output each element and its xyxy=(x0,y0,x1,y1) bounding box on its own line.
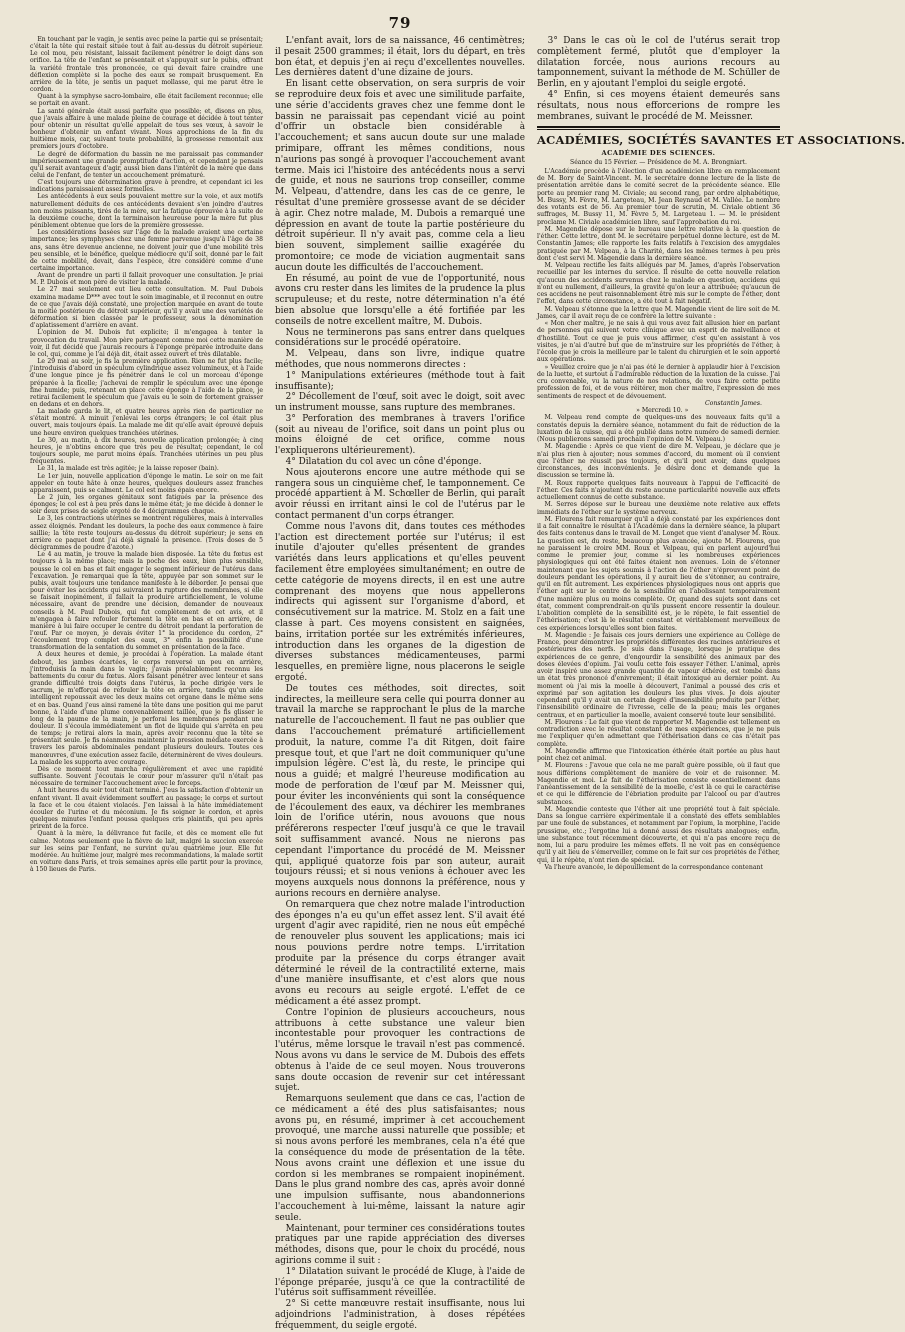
paragraph: Va l'heure avancée, le dépouillement de la correspondance contenant xyxy=(544,863,763,871)
paragraph: M. Flourens fait remarquer qu'il a déjà constaté par les expériences dont il a fait connaître le résultat à l'Académie dans la dernière séance, la plupart des faits contenus dans le travail de M. Longet que vient d'analyser M. Roux. La question est, du reste, beaucoup plus avancée, ajoute M. Flourens, que ne paraissent le croire MM. Roux et Velpeau, qui en parlent aujourd'hui comme le premier jour, comme si les nombreuses expériences physiologiques qui ont été faites étaient non avenues. Loin de s'étonner maintenant que les sujets soumis à l'action de l'éther n'éprouvent point de douleurs pendant les opérations, il y aurait lieu de s'étonner, au contraire, qu'il en fût autrement. Les expériences physiologiques nous ont appris que l'éther agit sur le centre de la sensibilité en l'abolissant temporairement d'une manière plus ou moins complète. Or, quand des sujets sont dans cet état, comment comprendrait-on qu'ils pussent encore ressentir la douleur. L'abolition complète de la sensibilité est, je le répète, le fait essentiel de l'éthérisation; c'est là le résultat constant et véritablement merveilleux de ces expériences lorsqu'elles sont bien faites. xyxy=(537,515,780,632)
paragraph: Remarquons seulement que dans ce cas, l'action de ce médicament a été des plus satisfaisantes; nous avons pu, en résumé, imprimer à cet accouchement provoqué, une marche aussi naturelle que possible; et si nous avons perforé les membranes, cela n'a été que la conséquence du mode de présentation de la tête. Nous avons craint une déflexion et une issue du cordon si les membranes se rompaient inopinément. Dans le plus grand nombre des cas, après avoir donné une impulsion suffisante, nous abandonnerions l'accouchement à lui-même, laissant la nature agir seule. xyxy=(275,1094,525,1223)
paragraph: C'est toujours une détermination grave à prendre, et cependant ici les indications paraissaient assez formelles. xyxy=(30,179,263,194)
paragraph: Quant à la mère, la délivrance fut facile, et dès ce moment elle fut calme. Notons seulement que la fièvre de lait, malgré la succion exercée sur les seins par l'enfant, ne survint qu'au quatrième jour. Elle fut modérée. Au huitième jour, malgré mes recommandations, la malade sortit en voiture dans Paris, et trois semaines après elle partit pour la province, à 150 lieues de Paris. xyxy=(30,830,263,874)
section-title: ACADÉMIES, SOCIÉTÉS SAVANTES ET ASSOCIATIONS. xyxy=(537,133,905,148)
paragraph: Nous ne terminerons pas sans entrer dans quelques considérations sur le procédé opératoire. xyxy=(275,327,525,349)
paragraph: 3° Perforation des membranes à travers l'orifice (soit au niveau de l'orifice, soit dans un point plus ou moins éloigné de cet orifice, comme nous l'expliquerons ultérieurement). xyxy=(275,413,525,457)
paragraph: A huit heures du soir tout était terminé. J'eus la satisfaction d'obtenir un enfant vivant. Il avait évidemment souffert au passage; le corps et surtout la face et le cou étaient violacés. J'en laissai à la hâte immédiatement écouler de l'urine et du méconium. Je fis soigner le cordon, et après quelques minutes l'enfant poussa quelques cris plaintifs, qui peu après prirent de la force. xyxy=(30,787,263,831)
paragraph: « Mon cher maître, je ne sais à qui vous avez fait allusion hier en parlant de personnes qui suivent votre clinique avec un esprit de malveillance et d'hostilité. Tout ce que je puis vous affirmer, c'est qu'en assistant à vos visites, je n'ai d'autre but que de m'instruire sur les propriétés de l'éther, à l'école que je crois la meilleure par le talent du chirurgien et le soin apporté aux opérations. xyxy=(537,320,780,364)
paragraph: 2° Décollement de l'œuf, soit avec le doigt, soit avec un instrument mousse, sans rupture des membranes. xyxy=(275,392,525,414)
paragraph: De toutes ces méthodes, soit directes, soit indirectes, la meilleure sera celle qui pourra donner au travail la marche se rapprochant le plus de la marche naturelle de l'accouchement. Il faut ne pas oublier que dans l'accouchement prématuré artificiellement produit, la nature, comme l'a dit Ritgen, doit faire presque tout, et que l'art ne doit communiquer qu'une impulsion légère. C'est là, du reste, le principe qui nous a guidé; et malgré l'heureuse modification au mode de perforation de l'œuf par M. Meissner qui, pour éviter les inconvénients qui sont la conséquence de l'écoulement des eaux, va déchirer les membranes loin de l'orifice utérin, nous avouons que nous préférerons respecter l'œuf jusqu'à ce que le travail soit suffisamment avancé. Nous ne nierons pas cependant l'importance du procédé de M. Meissner qui, appliqué quatorze fois par son auteur, aurait toujours réussi; et si nous venions à échouer avec les moyens auxquels nous donnons la préférence, nous y aurions recours en dernière analyse. xyxy=(275,683,525,899)
paragraph: Contre l'opinion de plusieurs accoucheurs, nous attribuons à cette substance une valeur bien incontestable pour provoquer les contractions de l'utérus, même lorsque le travail n'est pas commencé. Nous avons vu dans le service de M. Dubois des effets obtenus à l'aide de ce seul moyen. Nous trouverons sans doute occasion de revenir sur cet intéressant sujet. xyxy=(275,1007,525,1094)
column-left xyxy=(30,36,263,1127)
paragraph: M. Velpeau rectifie les faits allégués par M. James, d'après l'observation recueillie par les internes du service. Il résulte de cette nouvelle relation qu'aucun des accidents survenus chez le malade en question, accidens qui n'ont eu nullement, d'ailleurs, la gravité qu'on leur a attribuée; qu'aucun de ces accidens ne peut raisonnablement être mis sur le compte de l'éther, dont l'effet, dans cette circonstance, a été tout à fait négatif. xyxy=(537,262,780,306)
paragraph: 1° Dilatation suivant le procédé de Kluge, à l'aide de l'éponge préparée, jusqu'à ce que la contractilité de l'utérus soit suffisamment réveillée. xyxy=(275,1266,525,1299)
paragraph: Le 30, au matin, à dix heures, nouvelle application prolongée; à cinq heures, je n'obtins encore que très peu de résultat; cependant, le col toujours souple, me parut moins épais. Tranchées utérines un peu plus fréquentes. xyxy=(30,436,263,466)
paragraph: Le 4 au matin, je trouve la malade bien disposée. La tête du fœtus est toujours à la même place; mais la poche des eaux, bien plus sensible, pousse le col en bas et fait engager le segment inférieur de l'utérus dans l'excavation. Je remarquai que la tête, appuyée par son sommet sur le pubis, avait toujours une tendance manifeste à le déborder. Je pensai que pour éviter les accidents qui suivraient la rupture des membranes, si elle se faisait inopinément, il fallait la produire artificiellement, le volume nécessaire, avant de prendre une décision, demander de nouveaux conseils à M. Paul Dubois, qui fut complètement de cet avis, et il m'engagea à faire refouler fortement la tête en bas et en arrière, de manière à lui faire occuper le centre du détroit pendant la perforation de l'œuf. Par ce moyen, je devais éviter 1° la procidence du cordon, 2° l'écoulement trop complet des eaux, 3° enfin la possibilité d'une transformation de la sentation du sommet en présentation de la face. xyxy=(30,551,263,652)
paragraph: Dès ce moment tout marcha régulièrement et avec une rapidité suffisante. Souvent j'écoutais le cœur pour m'assurer qu'il n'était pas nécessaire de terminer l'accouchement avec le forceps. xyxy=(30,765,263,788)
paragraph: M. Roux rapporte quelques faits nouveaux à l'appui de l'efficacité de l'éther. Ces faits n'ajoutent du reste aucune particularité nouvelle aux effets actuellement connus de cette substance. xyxy=(537,479,780,502)
paragraph: L'opinion de M. Dubois fut explicite; il m'engagea à tenter la provocation du travail. Mon père partageant comme moi cette manière de voir, il fut décidé que j'aurais recours à l'éponge préparée introduite dans le col, qui, comme je l'ai déjà dit, était assez ouvert et très dilatable. xyxy=(30,329,263,358)
paragraph: M. Velpeau rend compte de quelques-uns des nouveaux faits qu'il a constatés depuis la dernière séance, notamment du fait de réduction de la luxation de la cuisse, qui a été publié dans notre numéro de samedi dernier. (Nous publierons samedi prochain l'opinion de M. Velpeau.) xyxy=(537,414,780,444)
column-right xyxy=(537,36,905,1127)
paragraph: A deux heures et demie, je procédai à l'opération. La malade étant debout, les jambes écartées, le corps renversé un peu en arrière, j'introduisis la main dans le vagin; j'avais préalablement reconnu les battements du cœur du fœtus. Alors faisant pénétrer avec lenteur et sans grande difficulté trois doigts dans l'utérus, la poche dirigée vers le sacrum, je m'efforçai de refouler la tête en arrière, tandis qu'un aide intelligent repoussait avec les deux mains cet organe dans le même sens et en bas. Quand j'eus ainsi ramené la tête dans une position qui me parut bonne, à l'aide d'une plume convenablement taillée, que je fis glisser le long de la paume de la main, je perforai les membranes pendant une douleur. Il s'écoula immédiatement un flot de liquide qui s'arrêta en peu de temps; je retirai alors la main, après avoir reconnu que la tête se présentait seule. Je fis néanmoins maintenir la pression médiate exercée à travers les parois abdominales pendant plusieurs douleurs. Toutes ces manœuvres, d'une exécution assez facile, déterminèrent de vives douleurs. La malade les supporta avec courage. xyxy=(30,651,263,766)
paragraph: 3° Dans le cas où le col de l'utérus serait trop complètement fermé, plutôt que d'employer la dilatation forcée, nous aurions recours au tamponnement, suivant la méthode de M. Schüller de Berlin, en y ajoutant l'emploi du seigle ergoté. xyxy=(537,36,780,90)
paragraph: Les antécédents à eux seuls pouvaient mettre sur la voie, et aux motifs naturellement déduits de ces antécédents devaient s'en joindre d'autres non moins puissants, tirés de la mère, sur la fatigue éprouvée à la suite de la deuxième couche, dont la terminaison heureuse pour la mère fut plus péniblement obtenue que lors de la première grossesse. xyxy=(30,193,263,230)
paragraph: Le 3, les contractions utérines se montrent régulières, mais à intervalles assez éloignés. Pendant les douleurs, la poche des eaux commence à faire saillie; la tête reste toujours au-dessus du détroit supérieur; je sens en arrière ce paquet dont j'ai déjà signalé la présence. (Trois doses de 5 décigrammes de poudre d'azote.) xyxy=(30,515,263,552)
paragraph: L'enfant avait, lors de sa naissance, 46 centimètres; il pesait 2500 grammes; il était, lors du départ, en très bon état, et depuis j'en ai reçu d'excellentes nouvelles. Les dernières datent d'une dizaine de jours. xyxy=(275,36,525,79)
paragraph: M. Velpeau, dans son livre, indique quatre méthodes, que nous nommerons directes : xyxy=(275,349,525,370)
column-middle xyxy=(275,36,525,1331)
paragraph: On remarquera que chez notre malade l'introduction des éponges n'a eu qu'un effet assez lent. S'il avait été urgent d'agir avec rapidité, rien ne nous eût empêché de renouveler plus souvent les applications; mais ici nous pouvions perdre notre temps. L'irritation produite par la présence du corps étranger avait déterminé le réveil de la contractilité externe, mais d'une manière insuffisante, et c'est alors que nous avons eu recours au seigle ergoté. L'effet de ce médicament a été assez prompt. xyxy=(275,899,525,1007)
paragraph: La santé générale était aussi parfaite que possible; et, disons en plus, que j'avais affaire à une malade pleine de courage et décidée à tout tenter pour obtenir un résultat qu'elle appelait de tous ses vœux, à savoir le bonheur d'obtenir un enfant vivant. Nous approchions de la fin du huitième mois, car, suivant toute probabilité, la grossesse remontait aux premiers jours d'octobre. xyxy=(30,107,263,151)
paragraph: Le degré de déformation du bassin ne me paraissait pas commander impérieusement une grande promptitude d'action, et cependant je pensais qu'il serait avantageux d'agir, aussi bien dans l'intérêt de la mère que dans celui de l'enfant, de tenter un accouchement prématuré. xyxy=(30,150,263,179)
academy-report xyxy=(537,168,780,871)
paragraph: En touchant par le vagin, je sentis avec peine la partie qui se présentait; c'était la tête qui restait située tout à fait au-dessus du détroit supérieur. Le col mou, peu résistant, laissait facilement pénétrer le doigt dans son orifice. La tête de l'enfant se présentait et s'appuyait sur le pubis, offrant la variété frontale très prononcée, ce qui devait faire craindre une déflexion complète si la poche des eaux se rompait brusquement. En arrière de la tête, je sentis un paquet mollasse, qui me parut être le cordon. xyxy=(30,36,263,94)
paragraph: Quant à la symphyse sacro-lombaire, elle était facilement reconnue; elle se portait en avant. xyxy=(30,93,263,108)
paragraph: Le 1er juin, nouvelle application d'éponge le matin. Le soir on me fait appeler en toute hâte à onze heures, quelques douleurs assez franches apparaissent, puis se calment. Le col est moins épais encore. xyxy=(30,472,263,494)
session-line: Séance du 15 Février. — Présidence de M. A. Brongniart. xyxy=(570,158,747,166)
paragraph: Comme nous l'avons dit, dans toutes ces méthodes l'action est directement portée sur l'utérus; il est inutile d'ajouter qu'elles présentent de grandes variétés dans leurs applications et qu'elles peuvent facilement être employées simultanément; en outre de cette catégorie de moyens directs, il en est une autre comprenant des moyens que nous appellerons indirects qui agissent sur l'organisme d'abord, et consécutivement sur la matrice. M. Stolz en a fait une classe à part. Ces moyens consistent en saignées, bains, irritation portée sur les extrémités inférieures, introduction dans les organes de la digestion de diverses substances médicamenteuses, parmi lesquelles, en première ligne, nous placerons le seigle ergoté. xyxy=(275,521,525,684)
paragraph: » Mercredi 10. » xyxy=(636,407,689,415)
paragraph: 4° Dilatation du col avec un cône d'éponge. xyxy=(285,457,482,468)
paragraph: M. Flourens : Le fait que vient de rapporter M. Magendie est tellement en contradiction avec le résultat constant de mes expériences, que je ne puis me l'expliquer qu'en admettant que l'éthérisation dans ce cas n'était pas complète. xyxy=(537,718,780,748)
paragraph: Nous ajouterons encore une autre méthode qui se rangera sous un cinquième chef, le tamponnement. Ce procédé appartient à M. Schœller de Berlin, qui paraît avoir réussi en irritant ainsi le col de l'utérus par le contact permanent d'un corps étranger. xyxy=(275,467,525,522)
paragraph: 1° Manipulations extérieures (méthode tout à fait insuffisante); xyxy=(275,370,525,392)
paragraph: M. Flourens : J'avoue que cela ne me paraît guère possible, où il faut que nous différions complètement de manière de voir et de raisonner. M. Magendie et moi. Le fait de l'éthérisation consiste essentiellement dans l'anéantissement de la sensibilité de la moelle, c'est là ce qui le caractérise et ce qui le différencie de l'ébriation produite par l'alcool ou par d'autres substances. xyxy=(537,762,780,806)
paragraph: En lisant cette observation, on sera surpris de voir se reproduire deux fois et avec une similitude parfaite, une série d'accidents graves chez une femme dont le bassin ne paraissait pas cependant vicié au point d'offrir un obstacle bien considérable à l'accouchement; et sans aucun doute sur une malade primipare, offrant les mêmes conditions, nous n'aurions pas songé à provoquer l'accouchement avant terme. Mais ici l'histoire des antécédents nous a servi de guide, et nous ne saurions trop conseiller, comme M. Velpeau, d'attendre, dans les cas de ce genre, le résultat d'une première grossesse avant de se décider à agir. Chez notre malade, M. Dubois a remarqué une dépression en avant de toute la partie postérieure du détroit supérieur. Il n'y avait pas, comme cela a lieu bien souvent, simplement saillie exagérée du promontoire; ce mode de viciation augmentait sans aucun doute les difficultés de l'accouchement. xyxy=(275,79,525,273)
paragraph: En résumé, au point de vue de l'opportunité, nous avons cru rester dans les limites de la prudence la plus scrupuleuse; et du reste, notre détermination n'a été bien absolue que lorsqu'elle a été fortifiée par les conseils de notre excellent maître, M. Dubois. xyxy=(275,273,525,327)
paragraph: La malade garda le lit, et quatre heures après rien de particulier ne s'était montré. A minuit j'enlevai les corps étrangers; le col était plus ouvert, mais toujours épais. La malade me dit qu'elle avait éprouvé depuis une heure environ quelques tranchées utérines. xyxy=(30,408,263,437)
paragraph: Le 29 mai au soir, je fis la première application. Rien ne fut plus facile; j'introduisis d'abord un spéculum cylindrique assez volumineux, et à l'aide d'une longue pince je fis pénétrer dans le col un morceau d'éponge préparée à la ficelle; j'achevai de remplir le spéculum avec une éponge fine humide; puis, retenant en place cette éponge à l'aide de la pince, je retirai facilement le spéculum que j'avais eu le soin de fortement graisser en dedans et en dehors. xyxy=(30,358,263,408)
paragraph: M. Magendie dépose sur le bureau une lettre relative à la question de l'éther. Cette lettre, dont M. le secrétaire perpétuel donne lecture, est de M. Constantin James; elle rapporte les faits relatifs à l'excision des amygdales pratiquée par M. Velpeau, à la Charité, dans les mêmes termes à peu près dont c'est servi M. Magendie dans la dernière séance. xyxy=(537,225,780,262)
page-number: 79 xyxy=(388,14,412,32)
section-rule-top xyxy=(537,126,780,128)
paragraph: L'Académie procède à l'élection d'un académicien libre en remplacement de M. Bory de Saint-Vincent. M. le secrétaire donne lecture de la liste de présentation arrêtée dans le comité secret de la précédente séance. Elle porte au premier rang M. Civiale; au second rang, par ordre alphabétique, M. Bussy, M. Fèvre, M. Largeteau, M. Jean Reynaud et M. Vallée. Le nombre des votants est de 56. Au premier tour de scrutin, M. Civiale obtient 36 suffrages, M. Bussy 11, M. Fèvre 5, M. Largeteau 1. — M. le président proclame M. Civiale académicien libre, sauf l'approbation du roi. xyxy=(537,167,780,226)
paragraph: 2° Si cette manœuvre restait insuffisante, nous lui adjoindrions l'administration, à doses répétées fréquemment, du seigle ergoté. xyxy=(275,1299,525,1331)
paragraph: Le 27 mai seulement eut lieu cette consultation. M. Paul Dubois examina madame D*** avec tout le soin imaginable, et il reconnut en outre de ce que j'avais déjà constaté, une projection marquée en avant de toute la moitié postérieure du détroit supérieur, qu'il y avait une des variétés de déformation si bien classée par le professeur, sous la dénomination d'aplatissement d'arrière en avant. xyxy=(30,286,263,330)
paragraph: Les considérations basées sur l'âge de la malade avaient une certaine importance; les symphyses chez une femme parvenue jusqu'à l'âge de 38 ans, sans être devenue ancienne, ne doivent jouir que d'une mobilité très peu sensible, et le bénéfice, quelque médiocre qu'il soit, donné par le fait de cette mobilité, devait, dans l'espèce, être considéré comme d'une certaine importance. xyxy=(30,229,263,272)
paragraph: Constantin James. xyxy=(704,399,762,407)
section-rule-bottom xyxy=(537,129,780,130)
paragraph: M. Serres dépose sur le bureau une deuxième note relative aux effets immédiats de l'éther sur le système nerveux. xyxy=(537,501,780,516)
paragraph: Le 31, la malade est très agitée; je la laisse reposer (bain). xyxy=(37,465,219,473)
paragraph: M. Magendie conteste que l'éther ait une propriété tout à fait spéciale. Dans sa longue carrière expérimentale il a constaté des effets semblables par une foule de substances, et notamment par l'opium, la morphine, l'acide prussique, etc.; l'ergotine lui a donné aussi des résultats analogues; enfin, une substance tout récemment découverte, et qui n'a pas encore reçu de nom, lui a paru produire les mêmes effets. Il ne voit pas en conséquence qu'il y ait lieu de s'émerveiller, comme on le fait sur ces propriétés de l'éther, qui, il le répète, n'ont rien de spécial. xyxy=(537,805,780,864)
paragraph: 4° Enfin, si ces moyens étaient demeurés sans résultats, nous nous efforcerions de rompre les membranes, suivant le procédé de M. Meissner. xyxy=(537,89,780,122)
column-right-intro xyxy=(537,36,780,122)
paragraph: M. Magendie : Après ce que vient de dire M. Velpeau, je déclare que je n'ai plus rien à ajouter; nous sommes d'accord, du moment où il convient que l'éther ne réussit pas toujours, et qu'il peut avoir, dans quelques circonstances, des inconvénients. Je désire donc et demande que la discussion se termine là. xyxy=(537,443,780,480)
paragraph: Maintenant, pour terminer ces considérations toutes pratiques par une rapide appréciation des diverses méthodes, disons que, pour le choix du procédé, nous agirions comme il suit : xyxy=(275,1223,525,1267)
paragraph: M. Magendie : Je faisais ces jours derniers une expérience au Collège de France, pour démontrer les propriétés différentes des racines antérieures et postérieures des nerfs. Je suis dans l'usage, lorsque je pratique des expériences de ce genre, d'engourdir la sensibilité des animaux par des doses élevées d'opium. J'ai voulu cette fois essayer l'éther. L'animal, après avoir inspiré une assez grande quantité de vapeur éthérée, est tombé dans un état très prononcé d'enivrement; il était intoxiqué au dernier point. Au moment où j'ai mis la moelle à découvert, l'animal a poussé des cris et exprimé par son agitation les douleurs les plus vives. Je dois ajouter cependant qu'il y avait un certain degré d'insensibilité produite par l'éther, l'insensibilité ordinaire de l'ivresse, celle de la peau; mais les organes centraux, et en particulier la moelle, avaient conservé toute leur sensibilité. xyxy=(537,631,780,719)
paragraph: Avant de prendre un parti il fallait provoquer une consultation. Je priai M. P. Dubois et mon père de visiter la malade. xyxy=(30,272,263,287)
paragraph: M. Velpeau s'étonne que la lettre que M. Magendie vient de lire soit de M. James, car il avait reçu de ce confrère la lettre suivante : xyxy=(537,305,780,320)
paragraph: Le 2 juin, les organes génitaux sont fatigués par la présence des éponges; le col est à peu près dans le même état; je me décide à donner le soir deux prises de seigle ergoté de 4 décigrammes chaque. xyxy=(30,494,263,516)
academy-name: ACADÉMIE DES SCIENCES. xyxy=(601,149,716,158)
paragraph: M. Magendie affirme que l'intoxication éthérée était portée au plus haut point chez cet animal. xyxy=(537,747,780,763)
paragraph: » Veuillez croire que je n'ai pas été le dernier à applaudir hier à l'excision de la luette, et surtout à l'admirable réduction de la luxation de la cuisse. J'ai cru convenable, vu la nature de nos relations, de vous faire cette petite profession de foi, et de vous réitérer, mon cher maître, l'expression de mes sentiments de respect et de dévouement. xyxy=(537,363,780,400)
